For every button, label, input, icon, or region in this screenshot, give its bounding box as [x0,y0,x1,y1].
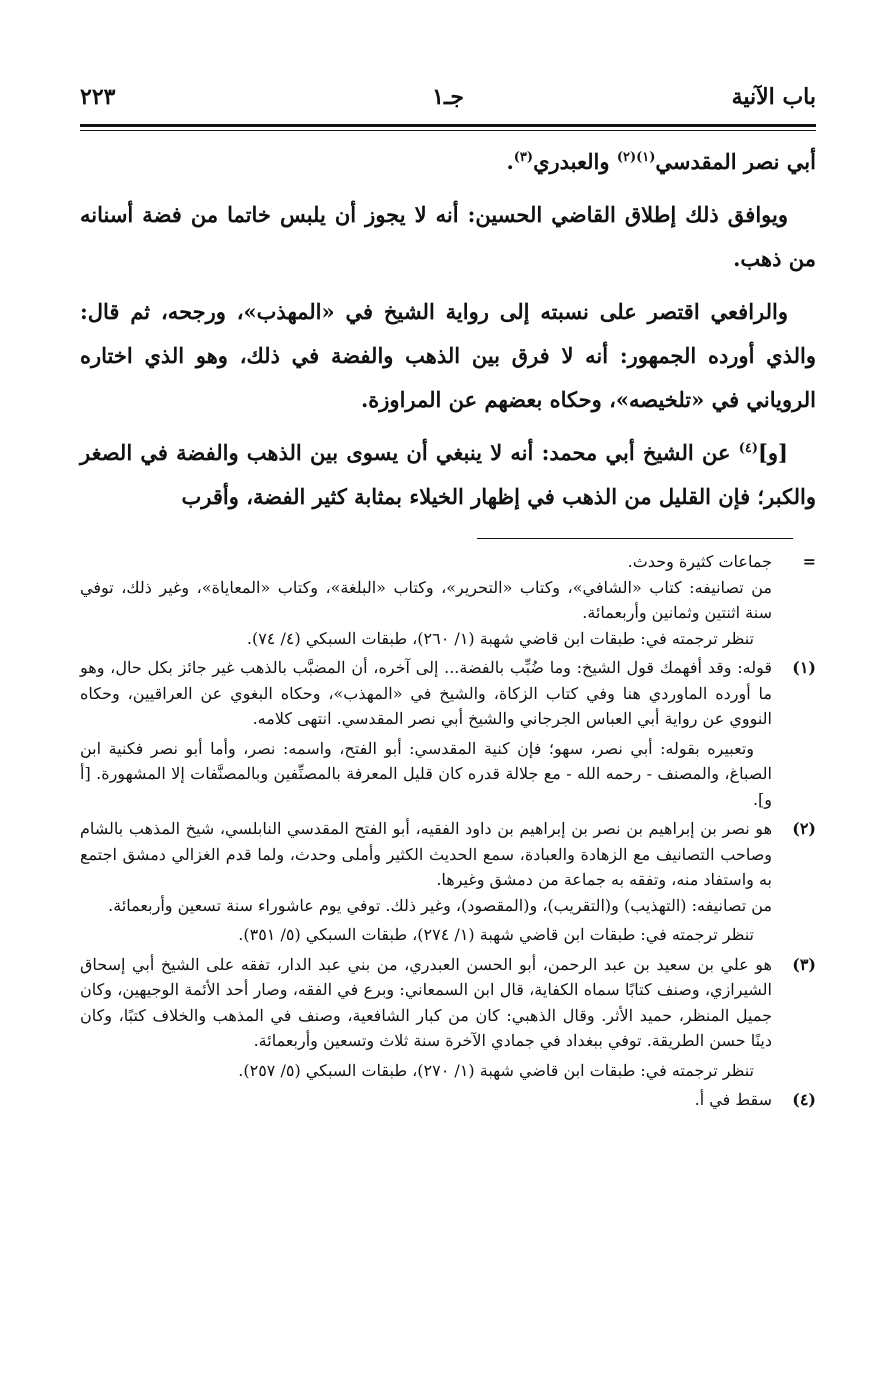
paragraph-4-text: عن الشيخ أبي محمد: أنه لا ينبغي أن يسوى بين الذهب والفضة في الصغر والكبر؛ فإن القليل من الذهب في إظهار الخيلاء بمثابة كثير الفضة، وأقرب [80,440,816,509]
header-rule-thin [80,130,816,131]
footnote-text: من تصانيفه: (التهذيب) و(التقريب)، و(المقصود)، وغير ذلك. توفي يوم عاشوراء سنة تسعين وأربعمائة. [108,895,772,915]
footnote-ref-3[interactable]: (٣) [513,150,534,165]
footnote-1 [80,655,816,812]
footnote-ref-2[interactable]: (٢) [616,150,637,165]
footnote-text: قوله: وقد أفهمك قول الشيخ: وما ضُبِّب بالفضة... إلى آخره، أن المضبَّب بالذهب غير جائز بكل حال، وهو ما أورده الماوردي هنا وفي كتاب الزكاة، والشيخ في «المهذب»، وحكاه البغوي عن العراقيين، وحكاه النووي عن رواية أبي العباس الجرجاني والشيخ أبي نصر المقدسي. انتهى كلامه. [80,658,773,728]
footnote-text: تنظر ترجمته في: طبقات ابن قاضي شهبة (١/ ٢٧٤)، طبقات السبكي (٥/ ٣٥١). [238,925,754,944]
paragraph-2: ويوافق ذلك إطلاق القاضي الحسين: أنه لا يجوز أن يلبس خاتما من فضة أسنانه من ذهب. [80,202,816,271]
footnote-ref-1[interactable]: (١) [636,150,656,165]
footnote-text: هو نصر بن إبراهيم بن نصر بن إبراهيم بن داود الفقيه، أبو الفتح المقدسي النابلسي، شيخ المذهب بالشام وصاحب التصانيف مع الزهادة والعبادة، سمع الحديث الكثير وأملى وحدث، ولما قدم الغزالي دمشق اجتمع به واستفاد منه، وتفقه به جماعة من دمشق وغيرها. [80,819,772,889]
header-rule-thick [80,124,816,127]
paragraph-1-middle: والعبدري [533,149,617,174]
footnote-ref-4[interactable]: (٤) [738,441,758,456]
footnote-2 [80,816,816,948]
footnote-text: وتعبيره بقوله: أبي نصر، سهو؛ فإن كنية المقدسي: أبو الفتح، واسمه: نصر، وأما أبو نصر فكنية ابن الصباغ، والمصنف - رحمه الله - مع جلالة قدره كان قليل المعرفة بالمصنِّفين وبالمصنَّفات إلا المشهورة. [أ و]. [80,738,772,809]
footnote-number: (٤) [792,1090,816,1109]
paragraph-4-bracket: [و] [757,440,788,465]
chapter-title: باب الآنية [731,84,816,110]
continuation-marker: = [802,552,816,571]
main-text [80,140,816,528]
paragraph-4 [80,431,816,519]
paragraph-3: والرافعي اقتصر على نسبته إلى رواية الشيخ في «المهذب»، ورجحه، ثم قال: والذي أورده الجمهور: أنه لا فرق بين الذهب والفضة في ذلك، وهو الذي اختاره الروياني في «تلخيصه»، وحكاه بعضهم عن المراوزة. [80,299,816,412]
running-head [80,84,816,124]
footnote-4 [80,1087,816,1113]
footnote-text: تنظر ترجمته في: طبقات ابن قاضي شهبة (١/ ٢٦٠)، طبقات السبكي (٤/ ٧٤). [246,628,754,648]
footnote-number: (١) [792,658,816,677]
volume-label: جـ١ [432,84,464,110]
footnote-number: (٢) [792,819,816,838]
footnote-text: تنظر ترجمته في: طبقات ابن قاضي شهبة (١/ ٢٧٠)، طبقات السبكي (٥/ ٢٥٧). [238,1060,754,1080]
footnote-separator [477,538,793,539]
paragraph-1 [80,140,816,184]
footnote-text: هو علي بن سعيد بن عبد الرحمن، أبو الحسن العبدري، من بني عبد الدار، تفقه على الشيخ أبي إسحاق الشيرازي، وصنف كتابًا سماه الكفاية، قال ابن السمعاني: وبرع في الفقه، وصار أحد الأئمة الوجيهين، وكان جميل المنظر، حميد الأثر. وقال الذهبي: كان من كبار الشافعية، وصنف في المذهب والخلاف كتبًا، وكان دينًا حسن الطريقة. توفي ببغداد في جمادي الآخرة سنة ثلاث وتسعين وأربعمائة. [80,954,772,1050]
footnote-3 [80,952,816,1084]
footnote-text: من تصانيفه: كتاب «الشافي»، وكتاب «التحرير»، وكتاب «البلغة»، وكتاب «المعاياة»، وغير ذلك، توفي سنة اثنتين وثمانين وأربعمائة. [80,577,772,622]
paragraph-1-end: . [506,149,514,174]
footnote-number: (٣) [792,954,816,974]
page-number: ٢٢٣ [80,84,116,110]
footnote-text: سقط في أ. [694,1090,772,1109]
footnote-continuation [80,549,816,651]
footnotes [80,549,816,1117]
footnote-text: جماعات كثيرة وحدث. [627,552,772,571]
paragraph-1-text: أبي نصر المقدسي [655,149,816,174]
